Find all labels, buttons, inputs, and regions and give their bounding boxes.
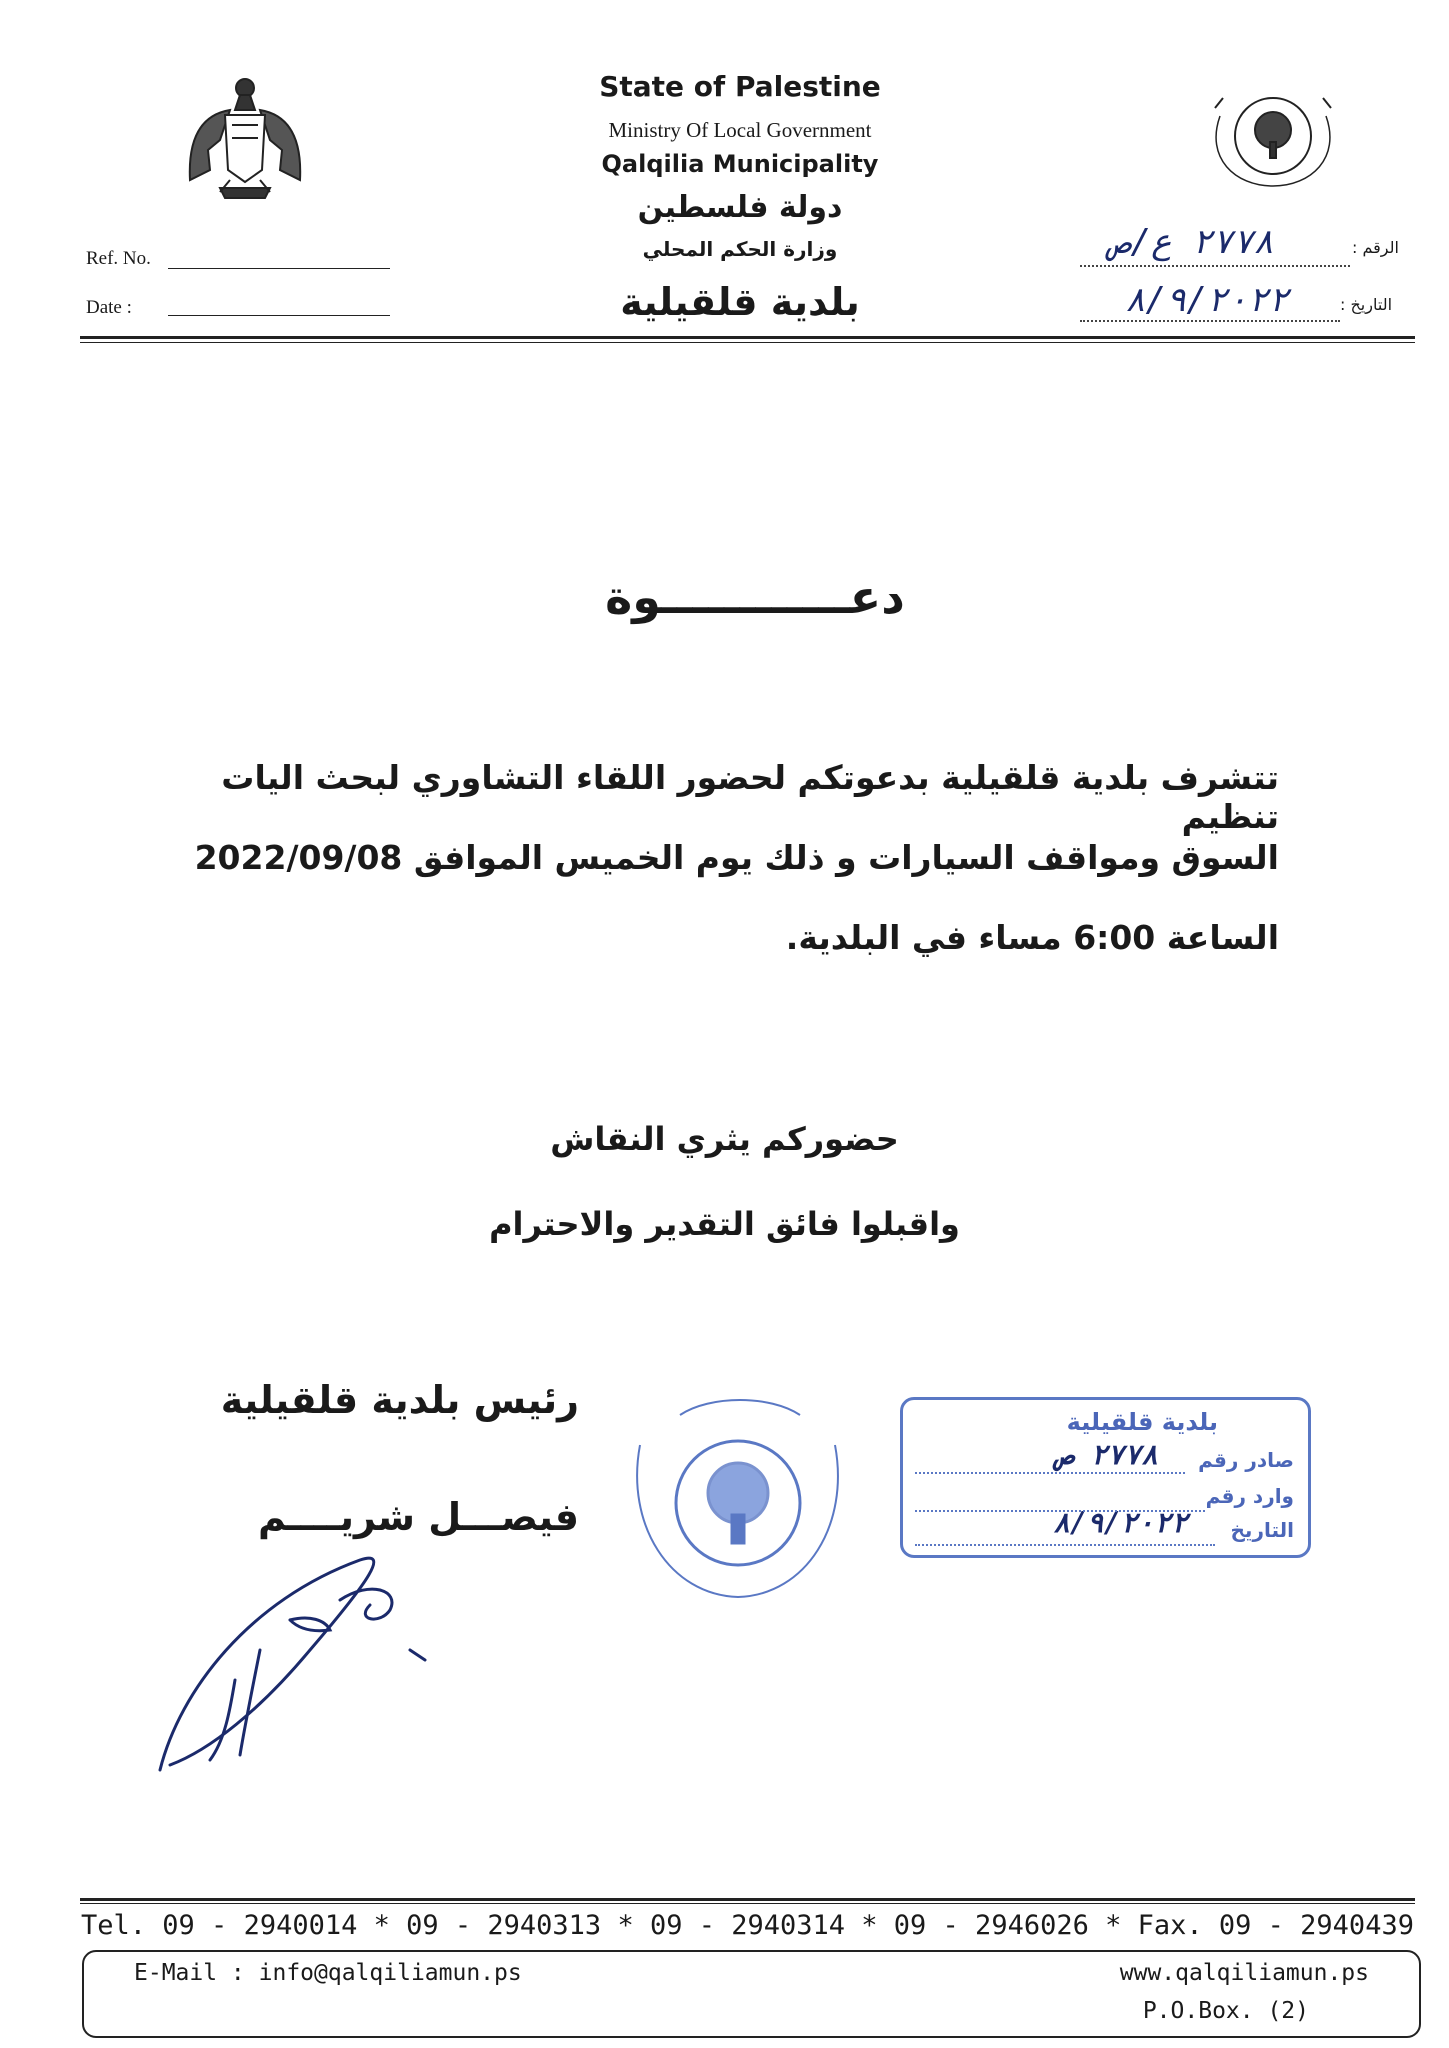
number-value: ٢٧٧٨ ع/ص [1110, 222, 1274, 262]
footer-contact-box [82, 1950, 1421, 2038]
reference-stamp [900, 1397, 1311, 1558]
stamp-date-value: ٨/٩/٢٠٢٢ [1053, 1506, 1188, 1539]
body-line-1: تتشرف بلدية قلقيلية بدعوتكم لحضور اللقاء التشاوري لبحث اليات تنظيم [221, 758, 1279, 836]
closing-line-1: حضوركم يثري النقاش [550, 1120, 899, 1158]
number-label-ar: الرقم : [1352, 238, 1399, 257]
footer-rule [80, 1898, 1415, 1901]
signature-name: فيصـــل شريــــم [258, 1495, 579, 1539]
invitation-title: دعــــــــــــوة [605, 570, 905, 624]
footer-rule-thin [80, 1903, 1415, 1904]
ref-no-label: Ref. No. [86, 248, 151, 269]
stamp-title: بلدية قلقيلية [1066, 1408, 1218, 1436]
stamp-dotline-1 [915, 1472, 1185, 1474]
footer-website: www.qalqiliamun.ps [1119, 1960, 1369, 1986]
header-municipality-en: Qalqilia Municipality [601, 150, 879, 178]
header-ministry-en: Ministry Of Local Government [608, 118, 872, 142]
body-line-2: السوق ومواقف السيارات و ذلك يوم الخميس الموافق 2022/09/08 [194, 838, 1279, 877]
stamp-received-label: وارد رقم [1205, 1484, 1294, 1508]
closing-line-2: واقبلوا فائق التقدير والاحترام [489, 1205, 960, 1243]
body-line-3: الساعة 6:00 مساء في البلدية. [785, 918, 1279, 957]
header-rule [80, 336, 1415, 339]
stamp-issued-label: صادر رقم [1198, 1448, 1294, 1472]
handwritten-signature-icon [140, 1540, 460, 1780]
header-ministry-ar: وزارة الحكم المحلي [642, 237, 838, 261]
footer-email: E-Mail : info@qalqiliamun.ps [134, 1960, 522, 1986]
signature-title: رئيس بلدية قلقيلية [220, 1378, 579, 1422]
municipality-seal-icon [1195, 68, 1350, 198]
stamp-date-label: التاريخ [1230, 1518, 1294, 1542]
header-municipality-ar: بلدية قلقيلية [620, 280, 860, 324]
header-rule-thin [80, 342, 1415, 343]
date-value: ٨/٩/٢٠٢٢ [1125, 280, 1289, 320]
footer-pobox: P.O.Box. (2) [1142, 1998, 1309, 2024]
ref-no-line [168, 268, 390, 269]
stamp-issued-value: ٢٧٧٨ ص [1056, 1438, 1158, 1471]
header-state-en: State of Palestine [599, 70, 881, 103]
municipality-circular-stamp-icon [620, 1385, 855, 1605]
number-dotline [1080, 265, 1350, 267]
palestine-eagle-emblem-icon [180, 70, 310, 210]
footer-telephone: Tel. 09 - 2940014 * 09 - 2940313 * 09 - 2940314 * 09 - 2946026 * Fax. 09 - 2940439 [81, 1910, 1414, 1941]
header-state-ar: دولة فلسطين [637, 190, 843, 225]
date-label-ar: التاريخ : [1340, 295, 1393, 314]
date-dotline [1080, 320, 1340, 322]
stamp-dotline-3 [915, 1544, 1215, 1546]
date-line [168, 315, 390, 316]
stamp-dotline-2 [915, 1510, 1205, 1512]
date-label: Date : [86, 297, 132, 318]
